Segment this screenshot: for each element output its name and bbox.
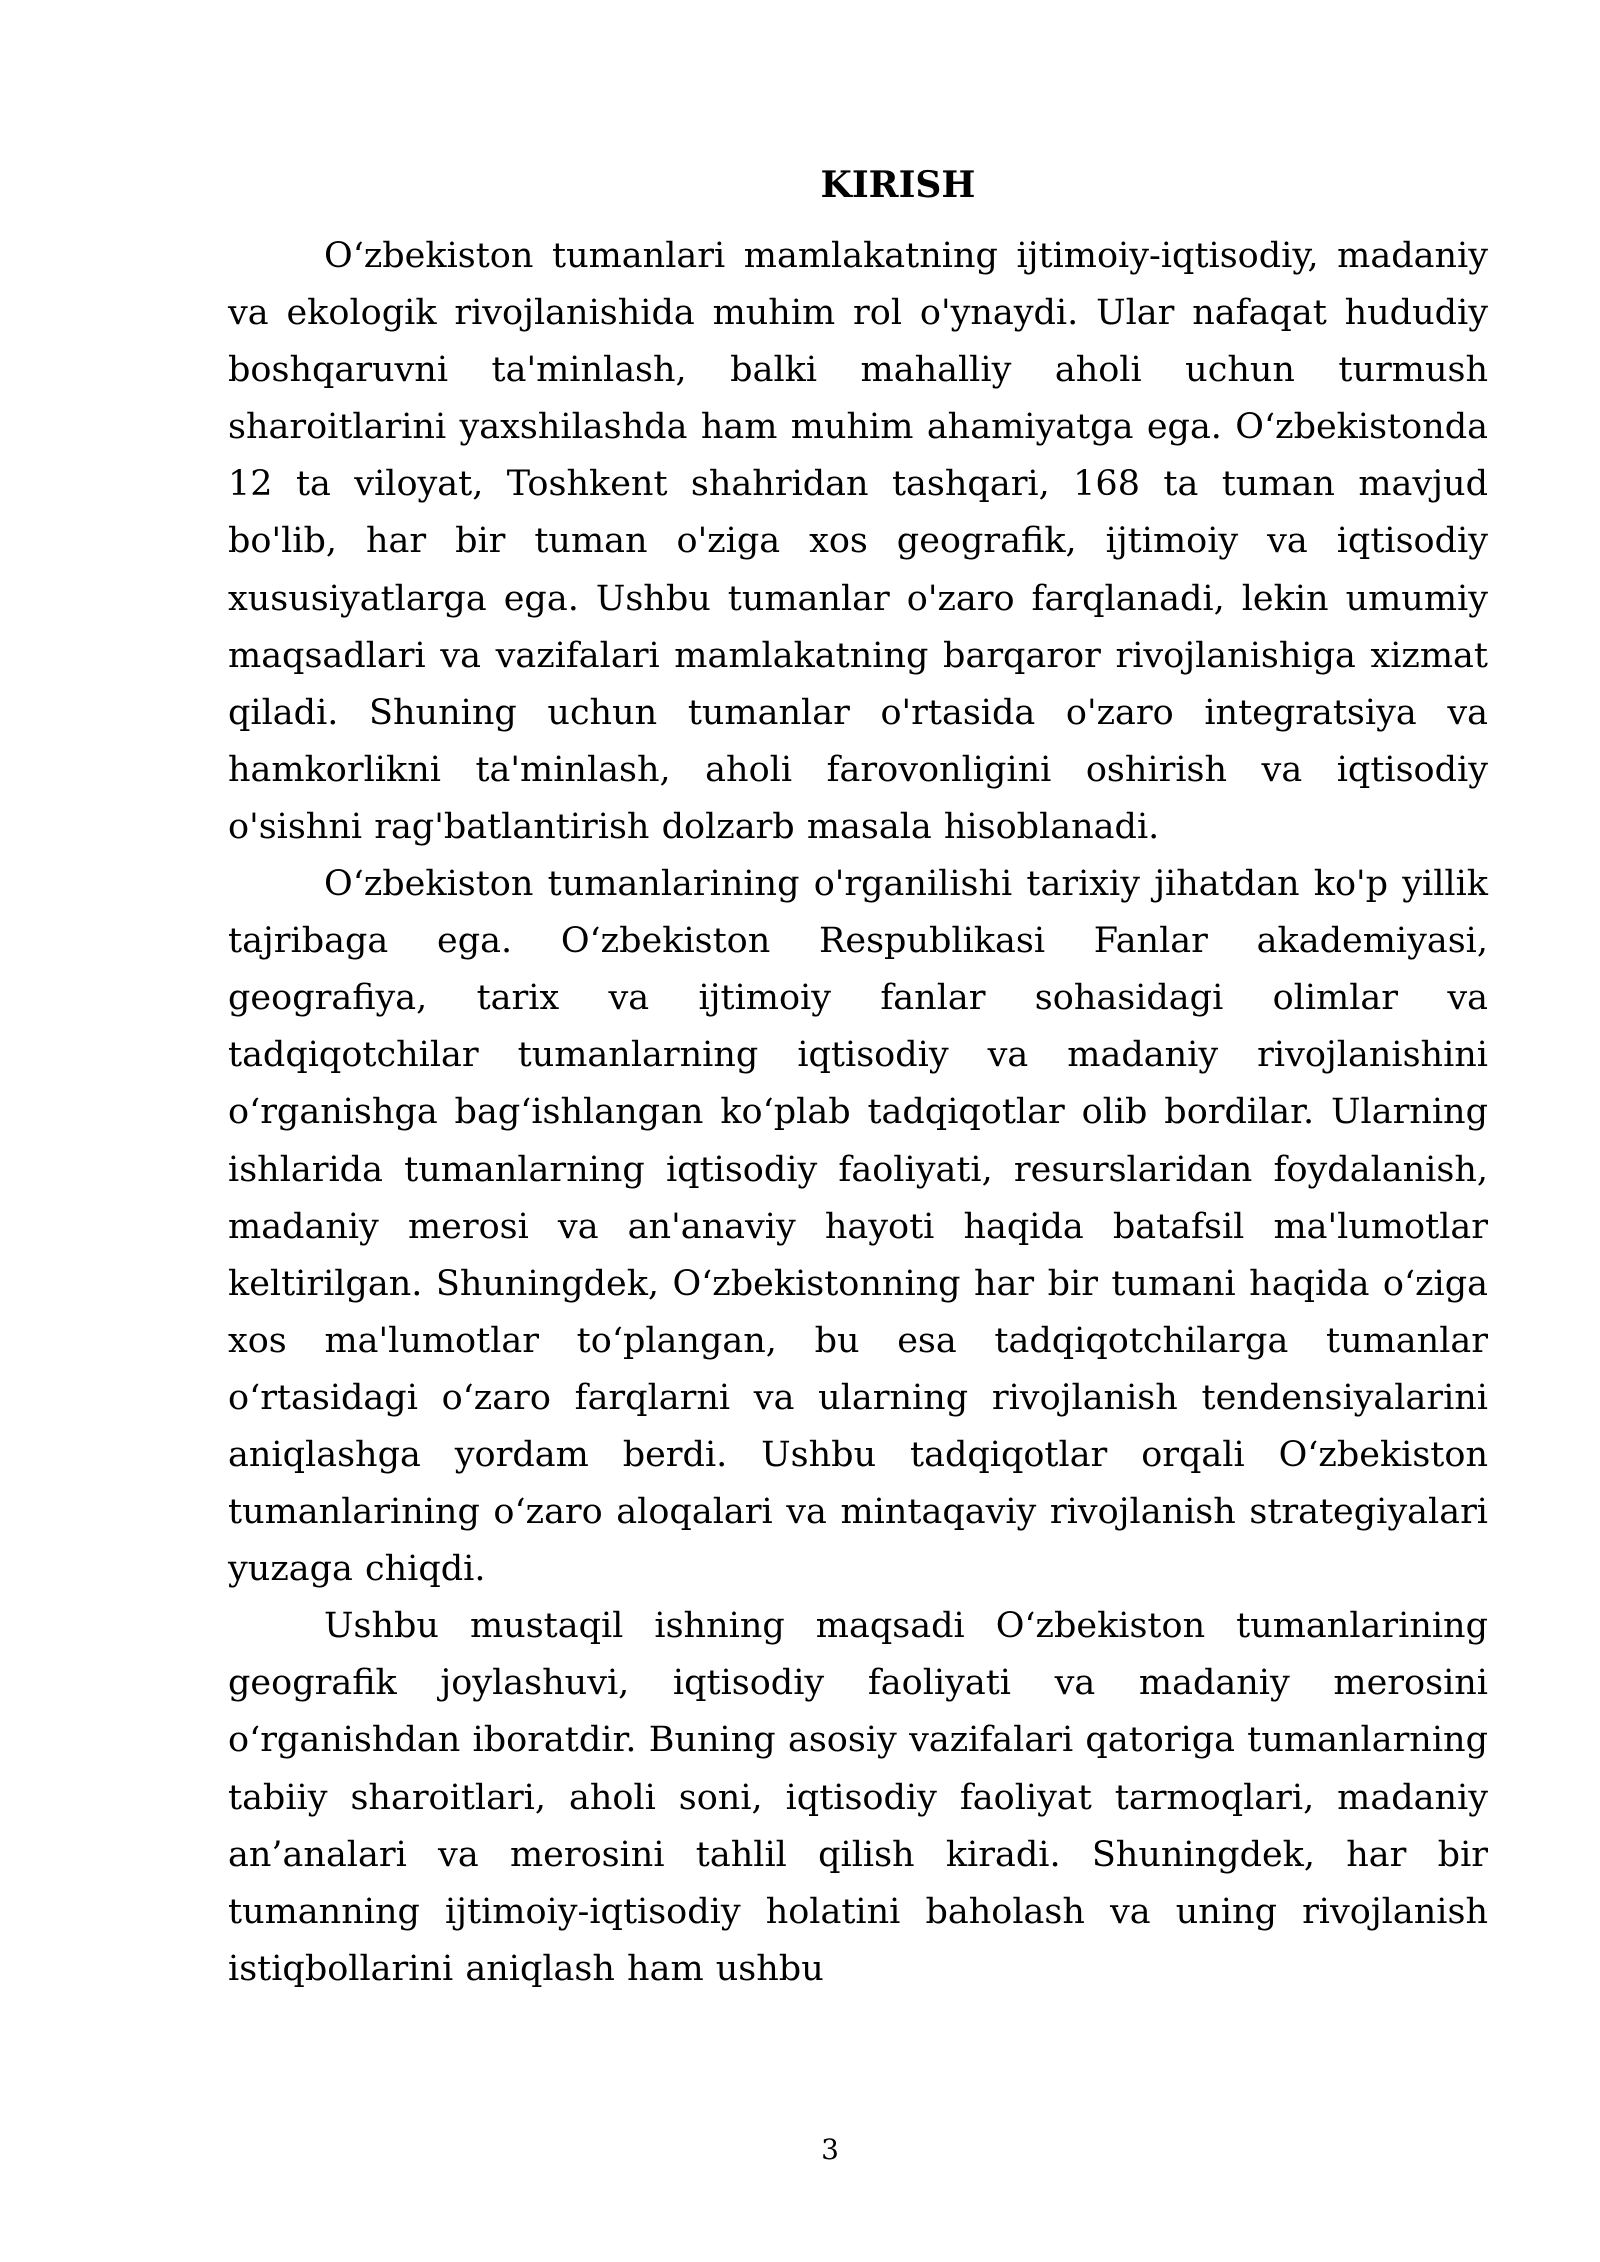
page-number: 3 xyxy=(821,2133,839,2166)
paragraph-3: Ushbu mustaqil ishning maqsadi O‘zbekiston tumanlarining geografik joylashuvi, iqtisodiy faoliyati va madaniy merosini o‘rganishdan iboratdir. Buning asosiy vazifalari qatoriga tumanlarning tabiiy sharoitlari, aholi soni, iqtisodiy faoliyat tarmoqlari, madaniy an’analari va merosini tahlil qilish kiradi. Shuningdek, har bir tumanning ijtimoiy-iqtisodiy holatini baholash va uning rivojlanish istiqbollarini aniqlash ham ushbu xyxy=(228,1606,1488,1989)
paragraph-1: O‘zbekiston tumanlari mamlakatning ijtimoiy-iqtisodiy, madaniy va ekologik rivojlanishida muhim rol o'ynaydi. Ular nafaqat hududiy boshqaruvni ta'minlash, balki mahalliy aholi uchun turmush sharoitlarini yaxshilashda ham muhim ahamiyatga ega. O‘zbekistonda 12 ta viloyat, Toshkent shahridan tashqari, 168 ta tuman mavjud bo'lib, har bir tuman o'ziga xos geografik, ijtimoiy va iqtisodiy xususiyatlarga ega. Ushbu tumanlar o'zaro farqlanadi, lekin umumiy maqsadlari va vazifalari mamlakatning barqaror rivojlanishiga xizmat qiladi. Shuning uchun tumanlar o'rtasida o'zaro integratsiya va hamkorlikni ta'minlash, aholi farovonligini oshirish va iqtisodiy o'sishni rag'batlantirish dolzarb masala hisoblanadi. xyxy=(228,236,1488,847)
page-body xyxy=(228,150,1488,1998)
paragraph-2: O‘zbekiston tumanlarining o'rganilishi tarixiy jihatdan ko'p yillik tajribaga ega. O‘zbekiston Respublikasi Fanlar akademiyasi, geografiya, tarix va ijtimoiy fanlar sohasidagi olimlar va tadqiqotchilar tumanlarning iqtisodiy va madaniy rivojlanishini o‘rganishga bag‘ishlangan ko‘plab tadqiqotlar olib bordilar. Ularning ishlarida tumanlarning iqtisodiy faoliyati, resurslaridan foydalanish, madaniy merosi va an'anaviy hayoti haqida batafsil ma'lumotlar keltirilgan. Shuningdek, O‘zbekistonning har bir tumani haqida o‘ziga xos ma'lumotlar to‘plangan, bu esa tadqiqotchilarga tumanlar o‘rtasidagi o‘zaro farqlarni va ularning rivojlanish tendensiyalarini aniqlashga yordam berdi. Ushbu tadqiqotlar orqali O‘zbekiston tumanlarining o‘zaro aloqalari va mintaqaviy rivojlanish strategiyalari yuzaga chiqdi. xyxy=(228,864,1488,1590)
page-title: KIRISH xyxy=(820,164,976,206)
